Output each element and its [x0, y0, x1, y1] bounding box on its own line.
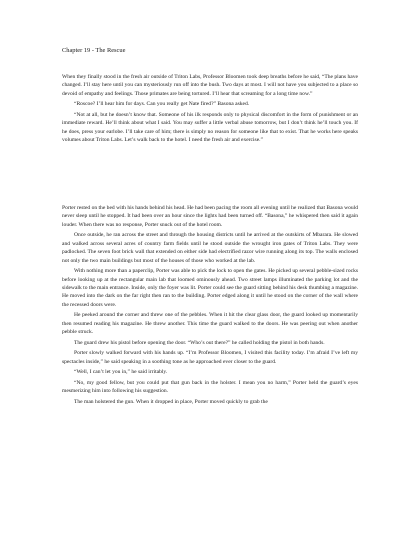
- paragraph: Porter slowly walked forward with his hands up. “I’m Professor Bloomen, I visited this facility today. I’m afraid I’ve left my spectacles inside,” he said speaking in a soothing tone as he approached ever closer to the guard.: [62, 350, 358, 365]
- chapter-title: Chapter 19 - The Rescue: [62, 47, 126, 54]
- paragraph: “Well, I can’t let you in,” he said irritably.: [74, 369, 168, 376]
- paragraph: The guard drew his pistol before opening the door. “Who’s out there?” he called holding the pistol in both hands.: [74, 339, 325, 346]
- paragraph: “Roscoe? I’ll hear him for days. Can you really get Nate fired?” Basona asked.: [74, 101, 250, 108]
- paragraph: He peeked around the corner and threw one of the pebbles. When it hit the clear glass door, the guard looked up momentarily then resumed reading his magazine. He threw another. This time the guard walked to the doors. He was peering out when another pebble struck.: [62, 312, 358, 336]
- paragraph: “No, my good fellow, but you could put that gun back in the holster. I mean you no harm,” Porter held the guard’s eyes mesmerizing him into following his suggestion.: [62, 380, 358, 395]
- paragraph: Once outside, he ran across the street and through the housing districts until he arrived at the outskirts of Mbarara. He slowed and walked across several acres of country farm fields until he stood outside the wrought iron gates of Triton Labs. They were padlocked. The seven foot brick wall that extended on either side had electrified razor wire running along its top. The walls enclosed not only the two main buildings but most of the houses of those who worked at the lab.: [62, 232, 358, 264]
- section-2: [62, 204, 358, 409]
- paragraph: When they finally stood in the fresh air outside of Triton Labs, Professor Bloomen took deep breaths before he said, “The plans have changed. I’ll stay here until you can mysteriously run off into the bush. Two days at most. I will not have you subjected to a place so devoid of empathy and feelings. Those primates are being tortured. I’ll hear that screaming for a long time now.”: [62, 74, 358, 97]
- section-1: [62, 73, 358, 147]
- paragraph: With nothing more than a paperclip, Porter was able to pick the lock to open the gates. He picked up several pebble-sized rocks before looking up at the rectangular main lab that loomed ominously ahead. Two street lamps illuminated the parking lot and the sidewalk to the main entrance. Inside, only the foyer was lit. Porter could see the guard sitting behind his desk thumbing a magazine. He moved into the dark on the far right then ran to the building. Porter edged along it until he stood on the corner of the wall where the recessed doors were.: [62, 268, 358, 308]
- paragraph: “Not at all, but he doesn’t know that. Someone of his ilk responds only to physical discomfort in the form of punishment or an immediate reward. He’ll think about what I said. You may suffer a little verbal abuse tomorrow, but I don’t think he’ll touch you. If he does, press your earlobe. I’ll take care of him; there is simply no reason for someone like that to exist. That he works here speaks volumes about Triton Labs. Let’s walk back to the hotel. I need the fresh air and exercise.”: [62, 112, 358, 144]
- paragraph: The man holstered the gun. When it dropped in place, Porter moved quickly to grab the: [74, 399, 268, 406]
- paragraph: Porter rested on the bed with his hands behind his head. He had been pacing the room all evening until he realized that Basona would never sleep until he stopped. It had been over an hour since the lights had been turned off. “Basona,” he whispered then said it again louder. When there was no response, Porter snuck out of the hotel room.: [62, 205, 358, 228]
